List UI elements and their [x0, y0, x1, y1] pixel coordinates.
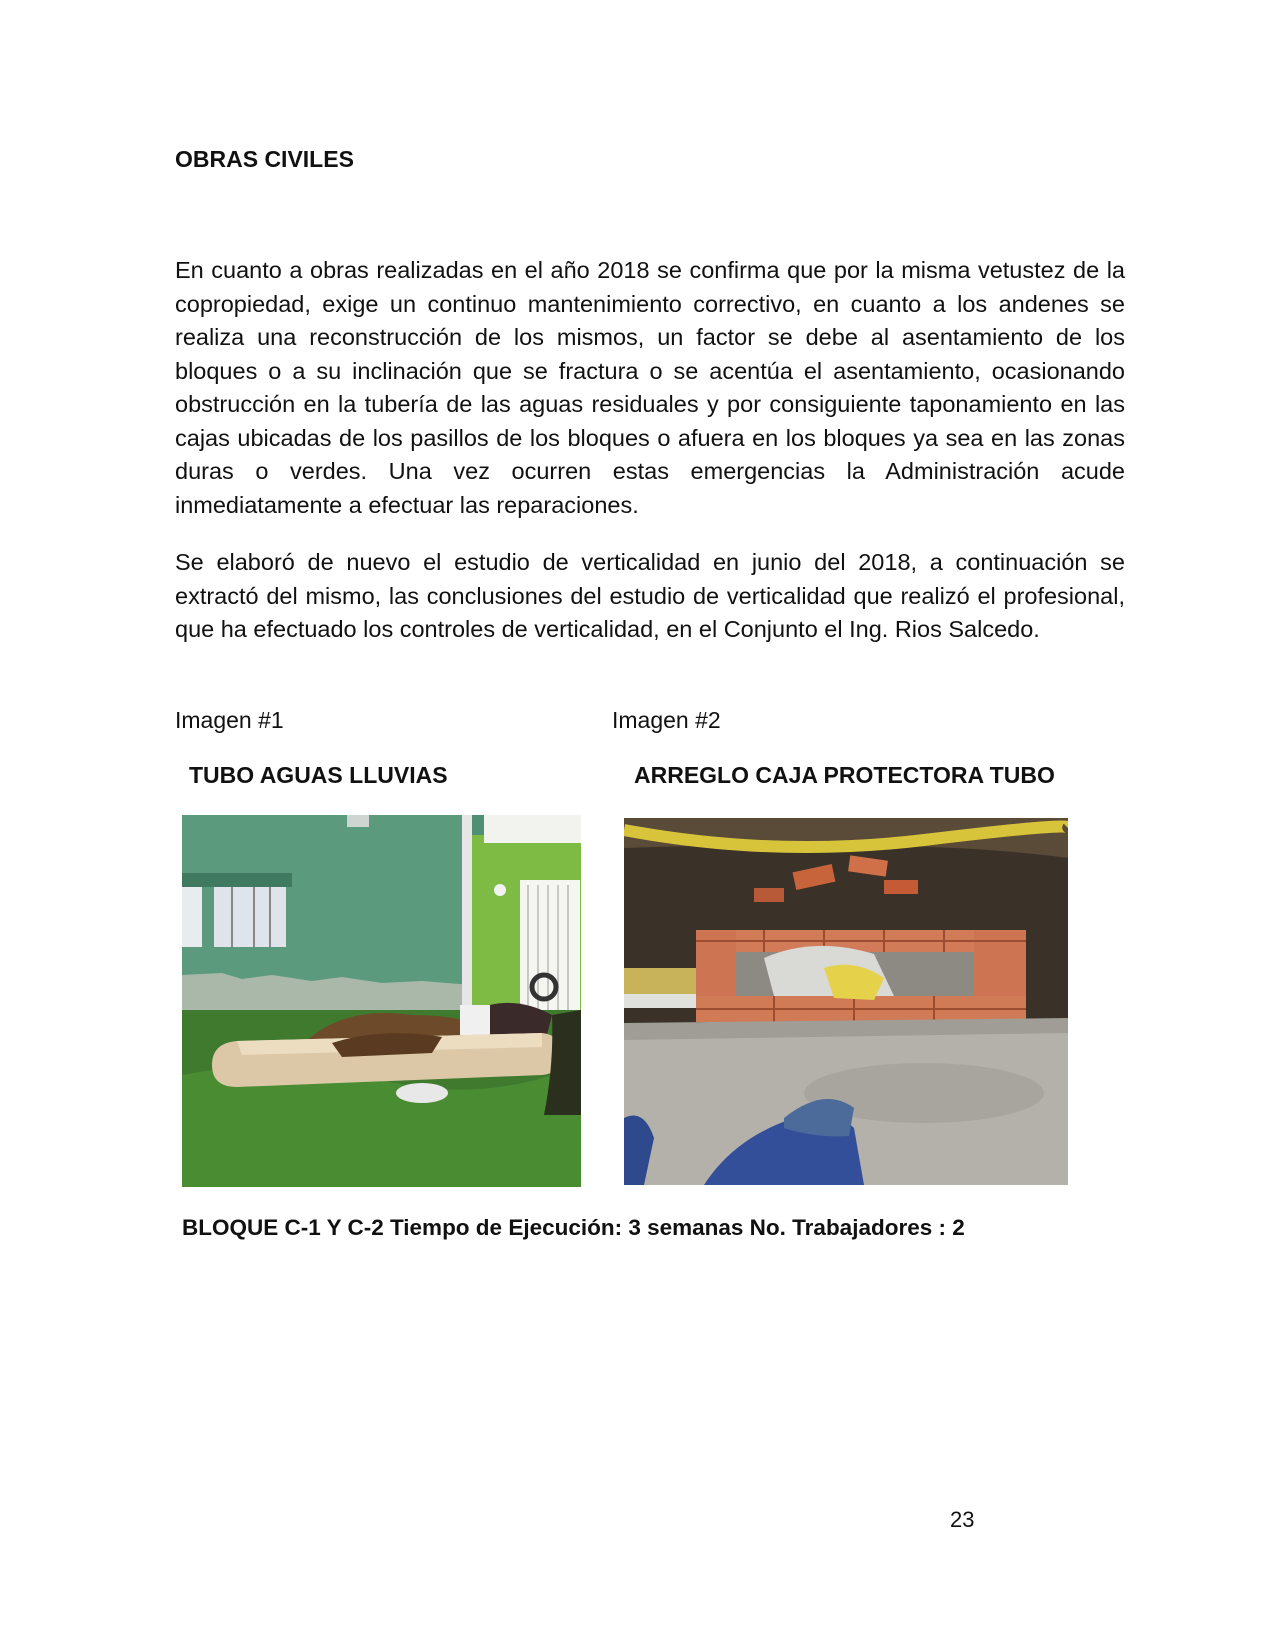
image-2-label: Imagen #2 — [612, 707, 721, 733]
paragraph-obras: En cuanto a obras realizadas en el año 2018 se confirma que por la misma vetustez de la copropiedad, exige un continuo mantenimiento correctivo, en cuanto a los andenes se realiza una reconstrucción de los mismos, un factor se debe al asentamiento de los bloques o a su inclinación que se fractura o se acentúa el asentamiento, ocasionando obstrucción en la tubería de las aguas residuales y por consiguiente taponamiento en las cajas ubicadas de los pasillos de los bloques o afuera en los bloques ya sea en las zonas duras o verdes. Una vez ocurren estas emergencias la Administración acude inmediatamente a efectuar las reparaciones. — [175, 257, 1125, 518]
image-1-label: Imagen #1 — [175, 707, 284, 733]
image-1-title: TUBO AGUAS LLUVIAS — [189, 762, 448, 788]
section-heading: OBRAS CIVILES — [175, 146, 354, 172]
image-caption: BLOQUE C-1 Y C-2 Tiempo de Ejecución: 3 semanas No. Trabajadores : 2 — [182, 1215, 965, 1240]
paragraph-verticalidad: Se elaboró de nuevo el estudio de verticalidad en junio del 2018, a continuación se extractó del mismo, las conclusiones del estudio de verticalidad que realizó el profesional, que ha efectuado los controles de verticalidad, en el Conjunto el Ing. Rios Salcedo. — [175, 549, 1125, 642]
image-2-title: ARREGLO CAJA PROTECTORA TUBO — [634, 762, 1055, 788]
photo-arreglo-caja-protectora — [624, 818, 1068, 1185]
photo-tubo-aguas-lluvias — [182, 815, 581, 1187]
page-number: 23 — [950, 1507, 975, 1532]
